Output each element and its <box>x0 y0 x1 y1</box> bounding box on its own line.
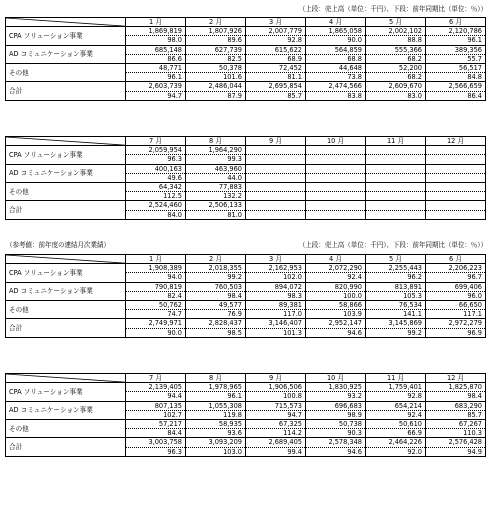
sales-cell: 1,908,389 <box>126 264 186 273</box>
sales-row <box>6 401 486 410</box>
yoy-cell: 119.8 <box>186 410 246 419</box>
sales-cell <box>426 201 486 210</box>
yoy-cell: 89.6 <box>186 36 246 45</box>
yoy-cell <box>306 192 366 201</box>
month-header-cell: 1 月 <box>126 18 186 27</box>
yoy-cell: 92.0 <box>366 447 426 456</box>
diagonal-line <box>6 137 125 145</box>
sales-cell: 654,214 <box>366 401 426 410</box>
yoy-cell: 112.5 <box>126 192 186 201</box>
month-header-row <box>6 374 486 383</box>
yoy-cell: 88.8 <box>366 36 426 45</box>
yoy-cell: 82.5 <box>186 54 246 63</box>
sales-cell: 2,474,566 <box>306 82 366 91</box>
yoy-cell: 90.3 <box>306 429 366 438</box>
diagonal-line <box>6 18 125 26</box>
yoy-cell <box>426 173 486 182</box>
sales-row <box>6 420 486 429</box>
sales-cell: 696,683 <box>306 401 366 410</box>
sales-cell <box>246 146 306 155</box>
sales-cell: 555,366 <box>366 45 426 54</box>
yoy-cell: 92.8 <box>366 392 426 401</box>
month-header-cell: 11 月 <box>366 374 426 383</box>
segment-label: その他 <box>6 64 126 82</box>
month-header-cell: 7 月 <box>126 374 186 383</box>
yoy-cell: 49.6 <box>126 173 186 182</box>
yoy-cell: 93.2 <box>306 392 366 401</box>
yoy-cell: 101.3 <box>246 328 306 337</box>
yoy-cell: 94.9 <box>426 447 486 456</box>
sales-cell: 2,486,044 <box>186 82 246 91</box>
sales-cell: 2,952,147 <box>306 319 366 328</box>
sales-cell: 2,578,348 <box>306 438 366 447</box>
yoy-cell: 85.7 <box>426 410 486 419</box>
month-header-cell: 3 月 <box>246 18 306 27</box>
diagonal-corner-cell <box>6 18 126 27</box>
sales-cell: 2,576,428 <box>426 438 486 447</box>
sales-row <box>6 27 486 36</box>
yoy-cell: 94.4 <box>126 392 186 401</box>
sales-cell: 72,452 <box>246 64 306 73</box>
sales-cell: 52,200 <box>366 64 426 73</box>
yoy-cell <box>426 210 486 219</box>
sales-cell <box>246 183 306 192</box>
sales-cell: 57,217 <box>126 420 186 429</box>
sales-cell: 2,139,405 <box>126 383 186 392</box>
yoy-cell: 94.7 <box>246 410 306 419</box>
sales-cell: 2,603,739 <box>126 82 186 91</box>
sales-cell: 627,739 <box>186 45 246 54</box>
yoy-cell: 94.6 <box>306 447 366 456</box>
month-header-cell: 2 月 <box>186 18 246 27</box>
yoy-cell: 110.3 <box>426 429 486 438</box>
yoy-cell <box>366 210 426 219</box>
sales-cell <box>246 201 306 210</box>
month-header-cell: 6 月 <box>426 255 486 264</box>
sales-cell: 77,883 <box>186 183 246 192</box>
sales-cell: 89,381 <box>246 301 306 310</box>
yoy-cell: 132.2 <box>186 192 246 201</box>
sales-cell: 48,771 <box>126 64 186 73</box>
sales-cell: 2,609,670 <box>366 82 426 91</box>
yoy-cell: 92.4 <box>306 273 366 282</box>
yoy-cell: 99.2 <box>366 328 426 337</box>
segment-label: AD コミュニケーション事業 <box>6 401 126 419</box>
yoy-cell <box>366 192 426 201</box>
yoy-cell: 76.9 <box>186 310 246 319</box>
yoy-cell: 86.4 <box>426 91 486 100</box>
sales-row <box>6 319 486 328</box>
sales-row <box>6 64 486 73</box>
sales-cell: 2,506,133 <box>186 201 246 210</box>
yoy-cell <box>246 192 306 201</box>
sales-cell <box>366 164 426 173</box>
sales-cell: 685,148 <box>126 45 186 54</box>
sales-cell <box>306 183 366 192</box>
sales-cell: 2,972,279 <box>426 319 486 328</box>
reference-title: （参考値：前年度の連結月次業績） <box>6 241 110 249</box>
yoy-cell: 81.0 <box>186 210 246 219</box>
sales-cell: 2,749,971 <box>126 319 186 328</box>
sales-cell <box>246 164 306 173</box>
sales-cell: 400,163 <box>126 164 186 173</box>
sales-cell: 615,622 <box>246 45 306 54</box>
sales-cell <box>366 183 426 192</box>
sales-cell: 2,072,290 <box>306 264 366 273</box>
sales-cell: 760,503 <box>186 282 246 291</box>
yoy-cell: 86.6 <box>126 54 186 63</box>
diagonal-line <box>6 374 125 382</box>
previous-year-jul-dec-table <box>5 373 486 457</box>
sales-cell: 56,517 <box>426 64 486 73</box>
sales-cell: 715,573 <box>246 401 306 410</box>
sales-row <box>6 201 486 210</box>
sales-cell: 50,610 <box>366 420 426 429</box>
yoy-cell: 68.2 <box>366 73 426 82</box>
yoy-cell: 92.8 <box>246 36 306 45</box>
month-header-cell: 4 月 <box>306 18 366 27</box>
sales-row <box>6 82 486 91</box>
month-header-cell: 9 月 <box>246 137 306 146</box>
sales-row <box>6 183 486 192</box>
month-header-cell: 6 月 <box>426 18 486 27</box>
yoy-cell <box>426 155 486 164</box>
segment-label: 合計 <box>6 82 126 100</box>
unit-note-current: （上段：売上高（単位：千円）、下段：前年同期比（単位：％）） <box>298 5 487 13</box>
sales-cell: 3,003,758 <box>126 438 186 447</box>
sales-cell: 1,978,965 <box>186 383 246 392</box>
sales-cell: 389,356 <box>426 45 486 54</box>
yoy-cell: 98.0 <box>126 36 186 45</box>
sales-cell: 1,830,925 <box>306 383 366 392</box>
sales-cell: 66,650 <box>426 301 486 310</box>
segment-label: CPA ソリューション事業 <box>6 27 126 45</box>
month-header-cell: 8 月 <box>186 374 246 383</box>
sales-cell: 2,206,223 <box>426 264 486 273</box>
segment-label: CPA ソリューション事業 <box>6 383 126 401</box>
month-header-cell: 10 月 <box>306 137 366 146</box>
yoy-cell: 96.1 <box>126 73 186 82</box>
yoy-cell <box>246 173 306 182</box>
yoy-cell: 74.7 <box>126 310 186 319</box>
yoy-cell: 99.3 <box>186 155 246 164</box>
sales-cell: 2,689,405 <box>246 438 306 447</box>
sales-cell: 813,891 <box>366 282 426 291</box>
sales-cell: 1,759,401 <box>366 383 426 392</box>
diagonal-corner-cell <box>6 137 126 146</box>
segment-label: CPA ソリューション事業 <box>6 264 126 282</box>
sales-cell: 44,648 <box>306 64 366 73</box>
yoy-cell: 84.0 <box>126 210 186 219</box>
sales-cell: 1,825,870 <box>426 383 486 392</box>
month-header-cell: 11 月 <box>366 137 426 146</box>
sales-cell <box>426 146 486 155</box>
diagonal-corner-cell <box>6 374 126 383</box>
sales-cell: 1,869,819 <box>126 27 186 36</box>
month-header-row <box>6 255 486 264</box>
yoy-cell: 82.4 <box>126 291 186 300</box>
sales-cell: 790,819 <box>126 282 186 291</box>
sales-cell: 2,828,437 <box>186 319 246 328</box>
diagonal-corner-cell <box>6 255 126 264</box>
yoy-cell: 102.7 <box>126 410 186 419</box>
month-header-cell: 2 月 <box>186 255 246 264</box>
yoy-cell: 83.0 <box>366 91 426 100</box>
yoy-cell: 55.7 <box>426 54 486 63</box>
yoy-cell: 96.1 <box>186 392 246 401</box>
yoy-cell <box>426 192 486 201</box>
yoy-cell: 94.7 <box>126 91 186 100</box>
yoy-cell <box>366 155 426 164</box>
sales-cell: 3,145,869 <box>366 319 426 328</box>
segment-label: 合計 <box>6 319 126 337</box>
sales-cell <box>306 146 366 155</box>
segment-label: その他 <box>6 183 126 201</box>
sales-cell: 1,055,308 <box>186 401 246 410</box>
month-header-row <box>6 137 486 146</box>
month-header-cell: 7 月 <box>126 137 186 146</box>
sales-row <box>6 383 486 392</box>
yoy-cell: 117.1 <box>426 310 486 319</box>
sales-cell: 820,990 <box>306 282 366 291</box>
yoy-cell: 103.0 <box>186 447 246 456</box>
yoy-cell: 94.0 <box>126 273 186 282</box>
month-header-cell: 5 月 <box>366 18 426 27</box>
sales-cell: 2,120,786 <box>426 27 486 36</box>
yoy-cell: 85.7 <box>246 91 306 100</box>
month-header-cell: 10 月 <box>306 374 366 383</box>
yoy-cell: 96.3 <box>126 447 186 456</box>
yoy-cell: 98.9 <box>306 410 366 419</box>
segment-label: AD コミュニケーション事業 <box>6 164 126 182</box>
sales-cell: 2,524,460 <box>126 201 186 210</box>
sales-cell: 894,072 <box>246 282 306 291</box>
sales-cell: 699,406 <box>426 282 486 291</box>
yoy-cell: 84.8 <box>426 73 486 82</box>
segment-label: その他 <box>6 301 126 319</box>
yoy-cell: 66.9 <box>366 429 426 438</box>
sales-cell: 58,866 <box>306 301 366 310</box>
segment-label: AD コミュニケーション事業 <box>6 45 126 63</box>
yoy-cell <box>306 173 366 182</box>
sales-cell: 1,807,926 <box>186 27 246 36</box>
yoy-cell: 99.4 <box>246 447 306 456</box>
sales-cell: 2,002,102 <box>366 27 426 36</box>
sales-cell: 2,695,854 <box>246 82 306 91</box>
sales-row <box>6 438 486 447</box>
segment-label: CPA ソリューション事業 <box>6 146 126 164</box>
sales-row <box>6 146 486 155</box>
yoy-cell: 98.3 <box>246 291 306 300</box>
yoy-cell: 73.8 <box>306 73 366 82</box>
sales-cell <box>366 201 426 210</box>
yoy-cell: 90.0 <box>126 328 186 337</box>
yoy-cell <box>306 155 366 164</box>
month-header-cell: 8 月 <box>186 137 246 146</box>
sales-cell: 3,093,209 <box>186 438 246 447</box>
sales-cell: 64,342 <box>126 183 186 192</box>
sales-cell: 463,960 <box>186 164 246 173</box>
yoy-cell: 98.5 <box>186 328 246 337</box>
yoy-cell: 96.1 <box>426 36 486 45</box>
yoy-cell: 100.0 <box>306 291 366 300</box>
yoy-cell: 96.9 <box>426 328 486 337</box>
yoy-cell: 103.9 <box>306 310 366 319</box>
yoy-cell: 98.4 <box>186 291 246 300</box>
current-year-jan-jun-table <box>5 17 486 101</box>
yoy-cell: 90.0 <box>306 36 366 45</box>
sales-cell: 2,255,443 <box>366 264 426 273</box>
sales-cell <box>306 201 366 210</box>
yoy-cell: 141.1 <box>366 310 426 319</box>
month-header-row <box>6 18 486 27</box>
sales-cell: 2,018,355 <box>186 264 246 273</box>
segment-label: その他 <box>6 420 126 438</box>
month-header-cell: 5 月 <box>366 255 426 264</box>
sales-cell: 76,534 <box>366 301 426 310</box>
month-header-cell: 1 月 <box>126 255 186 264</box>
yoy-cell: 117.0 <box>246 310 306 319</box>
yoy-cell: 84.4 <box>126 429 186 438</box>
sales-cell: 49,577 <box>186 301 246 310</box>
month-header-cell: 3 月 <box>246 255 306 264</box>
yoy-cell: 68.8 <box>306 54 366 63</box>
sales-cell: 3,146,407 <box>246 319 306 328</box>
sales-cell: 67,267 <box>426 420 486 429</box>
sales-cell: 1,964,290 <box>186 146 246 155</box>
month-header-cell: 9 月 <box>246 374 306 383</box>
sales-cell: 1,906,506 <box>246 383 306 392</box>
yoy-cell: 87.9 <box>186 91 246 100</box>
yoy-cell: 68.9 <box>246 54 306 63</box>
sales-cell: 2,007,779 <box>246 27 306 36</box>
segment-label: 合計 <box>6 201 126 219</box>
yoy-cell: 96.0 <box>426 291 486 300</box>
sales-cell: 564,859 <box>306 45 366 54</box>
yoy-cell: 96.3 <box>126 155 186 164</box>
sales-row <box>6 301 486 310</box>
sales-row <box>6 282 486 291</box>
sales-cell: 2,566,659 <box>426 82 486 91</box>
sales-cell: 807,135 <box>126 401 186 410</box>
yoy-cell <box>246 210 306 219</box>
month-header-cell: 12 月 <box>426 374 486 383</box>
segment-label: 合計 <box>6 438 126 456</box>
sales-cell: 50,378 <box>186 64 246 73</box>
yoy-cell: 100.8 <box>246 392 306 401</box>
yoy-cell: 105.3 <box>366 291 426 300</box>
month-header-cell: 4 月 <box>306 255 366 264</box>
sales-cell: 1,865,058 <box>306 27 366 36</box>
yoy-cell: 99.2 <box>186 273 246 282</box>
yoy-cell: 81.1 <box>246 73 306 82</box>
sales-cell: 50,762 <box>126 301 186 310</box>
current-year-jul-dec-table <box>5 136 486 220</box>
yoy-cell: 96.2 <box>366 273 426 282</box>
sales-cell: 683,290 <box>426 401 486 410</box>
yoy-cell: 93.6 <box>186 429 246 438</box>
unit-note-reference: （上段：売上高（単位：千円）、下段：前年同期比（単位：％）） <box>298 241 487 249</box>
sales-row <box>6 164 486 173</box>
yoy-cell <box>366 173 426 182</box>
yoy-cell <box>306 210 366 219</box>
sales-cell: 58,935 <box>186 420 246 429</box>
previous-year-jan-jun-table <box>5 254 486 338</box>
sales-cell: 2,162,953 <box>246 264 306 273</box>
yoy-cell: 102.0 <box>246 273 306 282</box>
yoy-cell: 96.7 <box>426 273 486 282</box>
sales-row <box>6 45 486 54</box>
sales-cell: 2,059,954 <box>126 146 186 155</box>
segment-label: AD コミュニケーション事業 <box>6 282 126 300</box>
diagonal-line <box>6 255 125 263</box>
sales-cell <box>306 164 366 173</box>
yoy-cell: 98.4 <box>426 392 486 401</box>
yoy-cell: 101.6 <box>186 73 246 82</box>
sales-cell: 67,325 <box>246 420 306 429</box>
sales-cell: 50,738 <box>306 420 366 429</box>
yoy-cell: 94.6 <box>306 328 366 337</box>
yoy-cell: 83.8 <box>306 91 366 100</box>
sales-cell <box>426 164 486 173</box>
sales-cell <box>366 146 426 155</box>
yoy-cell: 92.4 <box>366 410 426 419</box>
sales-row <box>6 264 486 273</box>
yoy-cell: 44.0 <box>186 173 246 182</box>
sales-cell <box>426 183 486 192</box>
yoy-cell: 114.2 <box>246 429 306 438</box>
yoy-cell <box>246 155 306 164</box>
yoy-cell: 68.2 <box>366 54 426 63</box>
sales-cell: 2,464,226 <box>366 438 426 447</box>
month-header-cell: 12 月 <box>426 137 486 146</box>
